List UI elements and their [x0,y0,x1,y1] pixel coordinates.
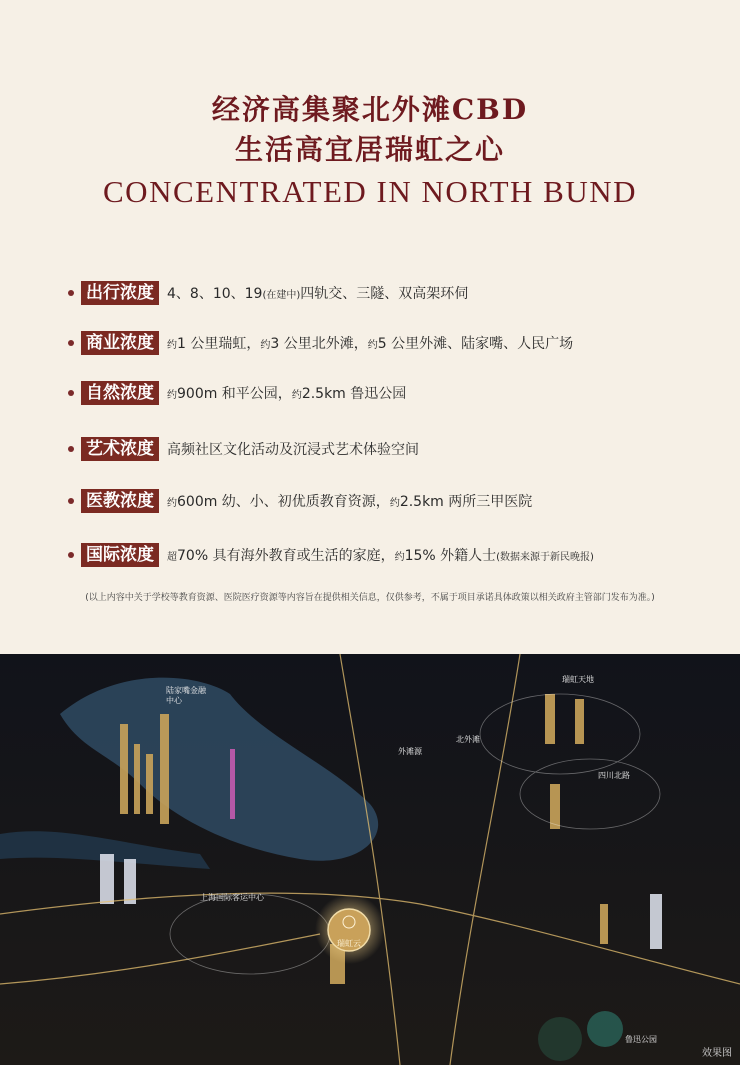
feature-badge: 国际浓度 [81,543,159,567]
bullet-dot-icon [68,290,74,296]
feature-text-part: 约 [167,498,177,509]
feature-text-part: 4、8、10、19 [167,286,263,302]
bullet-dot-icon [68,498,74,504]
feature-text-part: 900m 和平公园， [177,386,292,402]
feature-description [167,439,419,459]
feature-badge: 艺术浓度 [81,437,159,461]
feature-text-part: 高频社区文化活动及沉浸式艺术体验空间 [167,442,419,458]
aerial-night-map [0,654,740,1065]
feature-row [68,280,468,306]
feature-row [68,330,573,356]
feature-description [167,545,594,565]
feature-text-part: 约 [394,552,405,563]
map-label-cruise-center: 上海国际客运中心 [200,893,264,902]
feature-text-part: 四轨交、三隧、双高架环伺 [300,286,469,302]
feature-text-part: 约 [260,340,271,351]
headline-english: CONCENTRATED IN NORTH BUND [103,174,637,209]
render-note: 效果图 [702,1048,732,1059]
disclaimer: (以上内容中关于学校等教育资源、医院医疗资源等内容旨在提供相关信息，仅供参考，不属于项目承诺具体政策以相关政府主管部门发布为准。) [85,593,655,603]
headline-line2: 生活高宜居瑞虹之心 [234,133,505,166]
feature-description [167,333,573,353]
feature-text-part: 3 公里北外滩， [270,336,368,352]
map-label-waitanyuan: 外滩源 [398,747,422,756]
feature-row [68,436,419,462]
feature-text-part: 约 [291,390,302,401]
map-label-ruihong: 瑞虹天地 [562,675,594,684]
feature-badge: 商业浓度 [81,331,159,355]
feature-text-part: 约 [167,390,177,401]
feature-row [68,542,594,568]
feature-row [68,380,406,406]
map-label-sichuan-road: 四川北路 [598,771,630,780]
feature-text-part: 约 [367,340,378,351]
feature-text-part: 70% 具有海外教育或生活的家庭， [177,548,395,564]
map-label-lujiazui: 陆家嘴金融中心 [166,686,206,705]
map-label-luxun-park: 鲁迅公园 [625,1035,657,1044]
feature-badge: 出行浓度 [81,281,159,305]
map-label-north-bund: 北外滩 [456,735,480,744]
feature-text-part: 2.5km 两所三甲医院 [399,494,533,510]
feature-description [167,491,532,511]
feature-badge: 自然浓度 [81,381,159,405]
feature-text-part: 2.5km 鲁迅公园 [301,386,407,402]
feature-text-part: 约 [167,340,177,351]
feature-text-part: 15% 外籍人士 [404,548,497,564]
feature-text-part: 1 公里瑞虹， [177,336,261,352]
feature-description [167,283,468,303]
feature-text-part: 5 公里外滩、陆家嘴、人民广场 [377,336,574,352]
feature-text-part: 超 [167,552,177,563]
bullet-dot-icon [68,552,74,558]
feature-badge: 医教浓度 [81,489,159,513]
project-marker-label: 瑞虹云 [337,939,361,948]
feature-text-part: 约 [389,498,400,509]
headline-line1: 经济高集聚北外滩CBD [211,93,529,126]
bullet-dot-icon [68,340,74,346]
feature-text-part: (数据来源于新民晚报) [496,552,594,563]
bullet-dot-icon [68,446,74,452]
feature-row [68,488,532,514]
feature-description [167,383,406,403]
bullet-dot-icon [68,390,74,396]
feature-text-part: 600m 幼、小、初优质教育资源， [177,494,390,510]
feature-text-part: (在建中) [262,290,301,301]
